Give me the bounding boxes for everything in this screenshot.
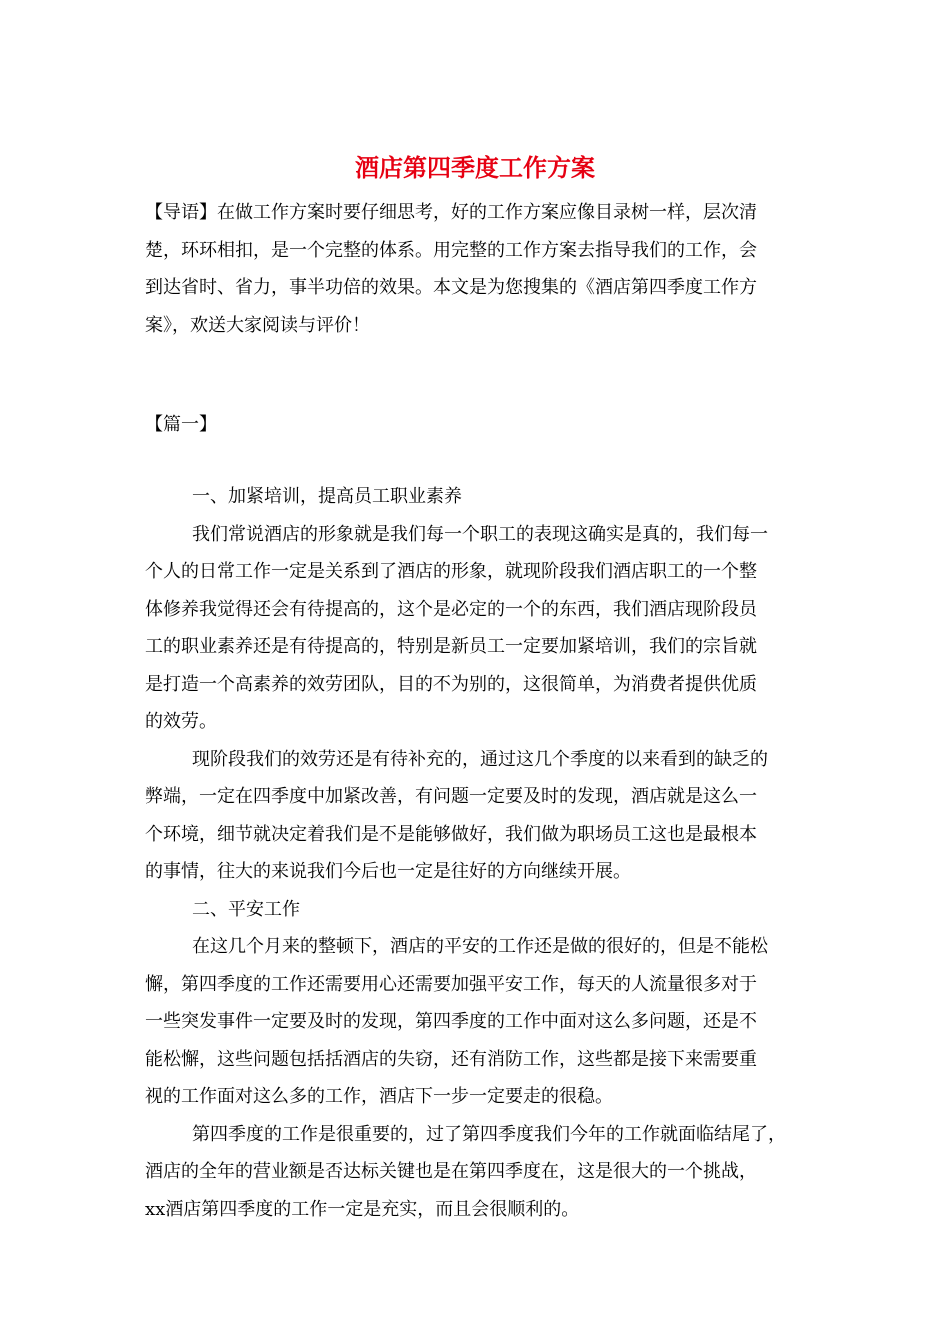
text-line: 现阶段我们的效劳还是有待补充的，通过这几个季度的以来看到的缺乏的 — [192, 748, 768, 770]
intro-paragraph — [145, 194, 815, 344]
intro-line: 楚，环环相扣，是一个完整的体系。用完整的工作方案去指导我们的工作，会 — [145, 239, 757, 261]
text-line: 一些突发事件一定要及时的发现，第四季度的工作中面对这么多问题，还是不 — [145, 1011, 757, 1032]
section-heading: 一、加紧培训，提高员工职业素养 — [192, 486, 462, 507]
section-heading: 二、平安工作 — [192, 898, 300, 920]
text-line: 体修养我觉得还会有待提高的，这个是必定的一个的东西，我们酒店现阶段员 — [145, 598, 757, 620]
chapter-heading: 【篇一】 — [145, 414, 217, 435]
text-line: 是打造一个高素养的效劳团队，目的不为别的，这很简单，为消费者提供优质 — [145, 673, 757, 695]
text-line: 第四季度的工作是很重要的，过了第四季度我们今年的工作就面临结尾了， — [192, 1123, 786, 1145]
intro-line: 【导语】在做工作方案时要仔细思考，好的工作方案应像目录树一样，层次清 — [145, 202, 757, 223]
text-line: 的效劳。 — [145, 711, 217, 732]
text-line: 能松懈，这些问题包括括酒店的失窃，还有消防工作，这些都是接下来需要重 — [145, 1048, 757, 1070]
body-text — [145, 478, 845, 1228]
text-line: 弊端，一定在四季度中加紧改善，有问题一定要及时的发现，酒店就是这么一 — [145, 786, 757, 807]
text-line: 个人的日常工作一定是关系到了酒店的形象，就现阶段我们酒店职工的一个整 — [145, 561, 757, 582]
intro-line: 到达省时、省力，事半功倍的效果。本文是为您搜集的《酒店第四季度工作方 — [145, 277, 757, 298]
text-line: 懈，第四季度的工作还需要用心还需要加强平安工作，每天的人流量很多对于 — [145, 973, 757, 995]
text-line: 视的工作面对这么多的工作，酒店下一步一定要走的很稳。 — [145, 1086, 613, 1107]
text-line: 个环境，细节就决定着我们是不是能够做好，我们做为职场员工这也是最根本 — [145, 823, 757, 845]
text-line: 酒店的全年的营业额是否达标关键也是在第四季度在，这是很大的一个挑战， — [145, 1161, 757, 1182]
text-line: xx酒店第四季度的工作一定是充实，而且会很顺利的。 — [145, 1198, 580, 1220]
document-title: 酒店第四季度工作方案 — [355, 153, 595, 182]
intro-line: 案》，欢送大家阅读与评价！ — [145, 314, 370, 336]
text-line: 的事情，往大的来说我们今后也一定是往好的方向继续开展。 — [145, 861, 631, 882]
text-line: 工的职业素养还是有待提高的，特别是新员工一定要加紧培训，我们的宗旨就 — [145, 636, 757, 657]
text-line: 在这几个月来的整顿下，酒店的平安的工作还是做的很好的，但是不能松 — [192, 936, 768, 957]
text-line: 我们常说酒店的形象就是我们每一个职工的表现这确实是真的，我们每一 — [192, 523, 768, 545]
